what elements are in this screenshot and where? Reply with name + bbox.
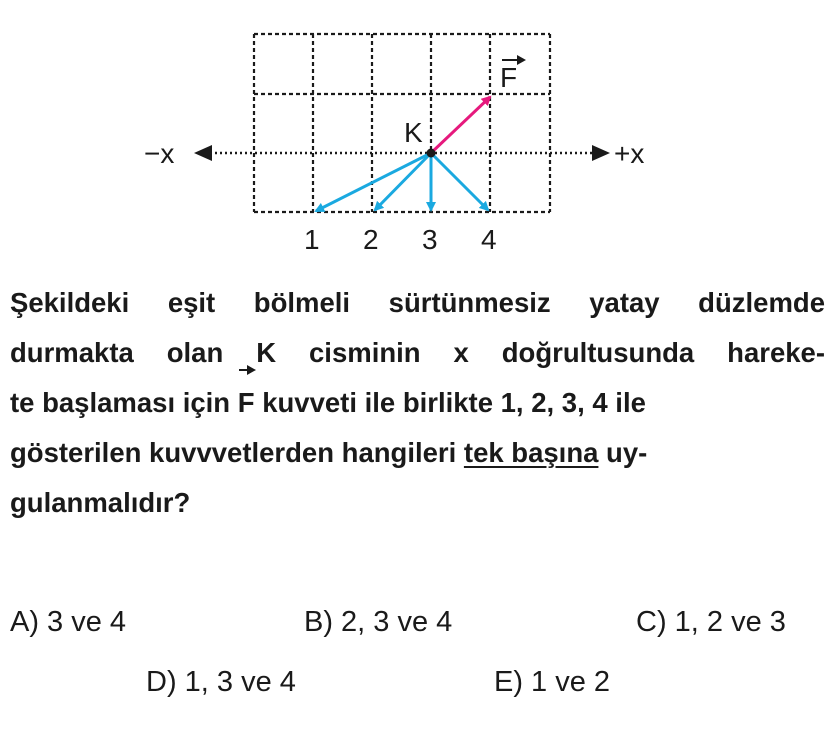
question-text [10,278,825,528]
question-line-3-end: kuvveti ile birlikte 1, 2, 3, 4 ile [254,387,646,418]
force-4-arrow [431,153,488,210]
question-line-3-start: te başlaması için [10,387,238,418]
question-line-4-end: uy- [598,437,648,468]
pos-x-label: +x [614,138,645,169]
point-k-label: K [404,117,423,148]
question-line-4 [10,428,825,478]
question-line-4-start: gösterilen kuvvvetlerden hangileri [10,437,464,468]
force-diagram [0,0,837,265]
number-label-1: 1 [304,224,320,255]
neg-x-arrowhead [194,145,212,161]
pos-x-arrowhead [592,145,610,161]
choice-e[interactable]: E) 1 ve 2 [494,666,611,698]
force-2-arrow [375,153,431,210]
x-axis [194,145,610,161]
question-line-1: Şekildeki eşit bölmeli sürtünmesiz yatay düzlemde [10,287,825,318]
question-line-3 [10,378,825,428]
number-label-4: 4 [481,224,497,255]
choice-c[interactable]: C) 1, 2 ve 3 [636,606,786,638]
question-line-5: gulanmalıdır? [10,487,191,518]
force-f-symbol: F [238,378,255,428]
number-label-3: 3 [422,224,438,255]
point-k [427,149,436,158]
force-1-arrow [316,153,431,211]
underlined-phrase: tek başına [463,437,599,468]
question-line-2: durmakta olan K cisminin x doğrultusunda hareke- [10,337,825,368]
force-f-arrow [431,97,490,153]
choice-d[interactable]: D) 1, 3 ve 4 [146,666,296,698]
number-label-2: 2 [363,224,379,255]
choice-a[interactable]: A) 3 ve 4 [10,606,127,638]
force-f-label: F [500,62,518,93]
neg-x-label: −x [144,138,175,169]
choice-b[interactable]: B) 2, 3 ve 4 [304,606,453,638]
